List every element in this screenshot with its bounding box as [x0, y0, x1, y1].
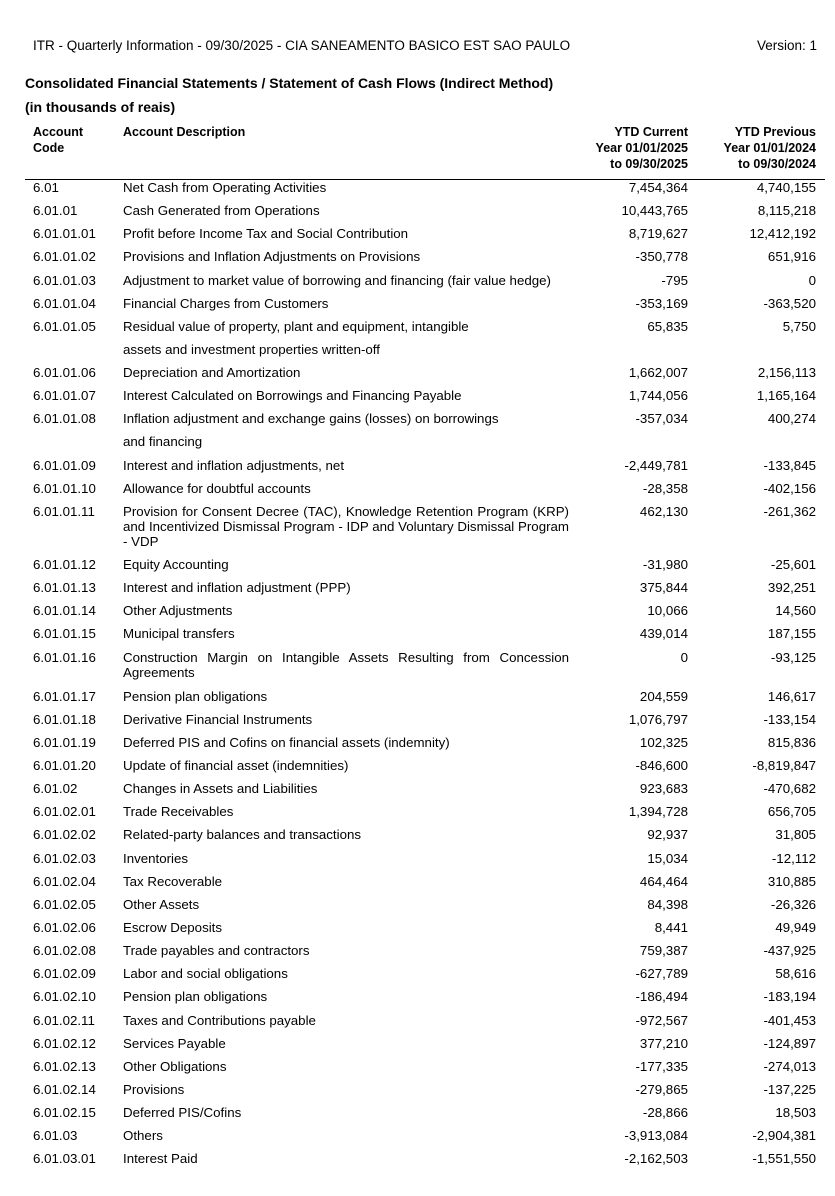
account-code: 6.01.02.11 [33, 1012, 95, 1028]
table-row [0, 1105, 835, 1128]
ytd-current-value: -186,494 [635, 989, 688, 1005]
account-code: 6.01.02.15 [33, 1105, 96, 1121]
account-description: Derivative Financial Instruments [123, 711, 313, 727]
account-code: 6.01.02.12 [33, 1035, 96, 1051]
ytd-previous-value: 146,617 [767, 688, 816, 704]
account-code: 6.01.02.05 [33, 896, 96, 912]
account-code: 6.01.02.14 [33, 1081, 96, 1097]
account-description: Deferred PIS and Cofins on financial assets (indemnity) [123, 734, 450, 750]
ytd-previous-value: -274,013 [763, 1058, 816, 1074]
account-description: Trade Receivables [123, 804, 234, 820]
account-description: Interest and inflation adjustments, net [123, 457, 345, 473]
column-header-ytd-previous: YTD Previous Year 01/01/2024 to 09/30/2024 [723, 125, 816, 171]
ytd-previous-value: -133,154 [763, 711, 816, 727]
ytd-previous-value: -437,925 [763, 943, 816, 959]
account-description: Residual value of property, plant and equipment, intangible assets and investment properties written-off [123, 318, 469, 357]
table-row [0, 249, 835, 272]
account-description: Other Assets [123, 896, 200, 912]
account-description: Inventories [123, 850, 189, 866]
account-code: 6.01.01.18 [33, 711, 96, 727]
ytd-current-value: 923,683 [639, 781, 688, 797]
account-code: 6.01.01.13 [33, 580, 96, 596]
account-code: 6.01.01 [33, 203, 78, 219]
ytd-current-value: 102,325 [639, 734, 688, 750]
table-row [0, 943, 835, 966]
ytd-current-value: -2,162,503 [624, 1151, 688, 1167]
ytd-previous-value: -2,904,381 [752, 1128, 816, 1144]
ytd-previous-value: -137,225 [763, 1081, 816, 1097]
column-header-account-code: Account Code [33, 125, 83, 155]
ytd-previous-value: -26,326 [770, 896, 816, 912]
ytd-previous-value: 2,156,113 [757, 365, 816, 381]
table-row [0, 735, 835, 758]
ytd-current-value: 1,076,797 [628, 711, 688, 727]
account-description: Provisions and Inflation Adjustments on Provisions [123, 249, 421, 265]
table-row [0, 1036, 835, 1059]
ytd-current-value: 1,744,056 [628, 388, 688, 404]
ytd-current-value: 204,559 [639, 688, 688, 704]
ytd-previous-value: -25,601 [770, 557, 816, 572]
account-description: Services Payable [123, 1035, 226, 1051]
table-row [0, 827, 835, 850]
table-row [0, 557, 835, 580]
table-row [0, 874, 835, 897]
account-description: Inflation adjustment and exchange gains (losses) on borrowings and financing [123, 411, 499, 450]
account-description: Depreciation and Amortization [123, 365, 301, 381]
report-version: Version: 1 [756, 38, 817, 53]
account-description: Allowance for doubtful accounts [123, 480, 311, 496]
ytd-previous-value: 656,705 [767, 804, 816, 820]
account-code: 6.01.02.13 [33, 1058, 96, 1074]
report-header [33, 38, 817, 56]
account-description: Others [123, 1128, 163, 1144]
account-description: Equity Accounting [123, 557, 229, 572]
table-row [0, 650, 835, 689]
account-code: 6.01.02.08 [33, 943, 96, 959]
table-row [0, 920, 835, 943]
account-code: 6.01.01.01 [33, 226, 96, 242]
table-row [0, 504, 835, 557]
ytd-previous-value: 392,251 [767, 580, 816, 596]
account-code: 6.01.01.07 [33, 388, 96, 404]
table-row [0, 804, 835, 827]
ytd-previous-value: 8,115,218 [757, 203, 816, 219]
account-code: 6.01.01.19 [33, 734, 96, 750]
ytd-current-value: 84,398 [647, 896, 688, 912]
ytd-current-value: 92,937 [647, 827, 688, 843]
table-row [0, 712, 835, 735]
column-header-ytd-current: YTD Current Year 01/01/2025 to 09/30/2025 [595, 125, 688, 171]
account-code: 6.01.02.01 [33, 804, 96, 820]
statement-subtitle: (in thousands of reais) [25, 99, 176, 115]
table-row [0, 758, 835, 781]
table-row [0, 603, 835, 626]
ytd-current-value: 8,441 [654, 919, 688, 935]
ytd-current-value: 759,387 [639, 943, 688, 959]
ytd-previous-value: 187,155 [767, 626, 816, 642]
account-description: Cash Generated from Operations [123, 203, 320, 219]
table-row [0, 781, 835, 804]
account-description: Labor and social obligations [123, 966, 288, 982]
table-row [0, 1013, 835, 1036]
ytd-current-value: -177,335 [635, 1058, 688, 1074]
account-description: Net Cash from Operating Activities [123, 180, 327, 195]
account-description: Municipal transfers [123, 626, 235, 642]
account-description: Interest Calculated on Borrowings and Financing Payable [123, 388, 462, 404]
ytd-current-value: -28,358 [642, 480, 688, 496]
account-code: 6.01.01.11 [33, 504, 95, 519]
account-description: Financial Charges from Customers [123, 295, 329, 311]
account-code: 6.01.01.16 [33, 649, 96, 665]
statement-title: Consolidated Financial Statements / Statement of Cash Flows (Indirect Method) [25, 75, 554, 91]
account-code: 6.01 [33, 180, 59, 195]
account-description: Trade payables and contractors [123, 943, 310, 959]
account-code: 6.01.01.08 [33, 411, 96, 427]
table-row [0, 1128, 835, 1151]
table-row [0, 296, 835, 319]
ytd-current-value: -795 [661, 272, 688, 288]
account-description: Interest Paid [123, 1151, 198, 1167]
account-description: Update of financial asset (indemnities) [123, 757, 349, 773]
table-row [0, 319, 835, 365]
ytd-current-value: -3,913,084 [624, 1128, 688, 1144]
ytd-current-value: -357,034 [635, 411, 688, 427]
ytd-previous-value: 12,412,192 [749, 226, 816, 242]
table-row [0, 388, 835, 411]
ytd-previous-value: -363,520 [763, 295, 816, 311]
account-description: Deferred PIS/Cofins [123, 1105, 242, 1121]
table-row [0, 411, 835, 457]
account-description: Related-party balances and transactions [123, 827, 362, 843]
table-row [0, 1082, 835, 1105]
ytd-previous-value: 1,165,164 [756, 388, 816, 404]
account-code: 6.01.01.06 [33, 365, 96, 381]
table-row [0, 626, 835, 649]
ytd-previous-value: 815,836 [767, 734, 816, 750]
ytd-current-value: -279,865 [635, 1081, 688, 1097]
table-row [0, 1059, 835, 1082]
table-row [0, 273, 835, 296]
ytd-current-value: 10,443,765 [621, 203, 688, 219]
account-code: 6.01.02.03 [33, 850, 96, 866]
account-code: 6.01.01.03 [33, 272, 96, 288]
ytd-current-value: -972,567 [635, 1012, 688, 1028]
account-description: Provision for Consent Decree (TAC), Knowledge Retention Program (KRP) and Incentivized Dismissal Program - IDP and Voluntary Dismissal Program - VDP [123, 504, 569, 549]
ytd-previous-value: -124,897 [763, 1035, 816, 1051]
ytd-previous-value: -402,156 [763, 480, 816, 496]
account-description: Profit before Income Tax and Social Contribution [123, 226, 409, 242]
ytd-previous-value: 310,885 [767, 873, 816, 889]
account-description: Adjustment to market value of borrowing and financing (fair value hedge) [123, 272, 551, 288]
account-description: Other Obligations [123, 1058, 227, 1074]
table-row [0, 989, 835, 1012]
account-description: Provisions [123, 1081, 185, 1097]
table-row [0, 897, 835, 920]
table-row [0, 458, 835, 481]
account-code: 6.01.02 [33, 781, 78, 797]
ytd-previous-value: 4,740,155 [756, 180, 816, 195]
account-code: 6.01.01.02 [33, 249, 96, 265]
ytd-current-value: 377,210 [639, 1035, 688, 1051]
table-row [0, 1151, 835, 1174]
ytd-previous-value: 5,750 [782, 318, 816, 334]
ytd-current-value: 7,454,364 [628, 180, 688, 195]
ytd-current-value: -31,980 [642, 557, 688, 572]
account-description: Pension plan obligations [123, 989, 268, 1005]
table-row [0, 481, 835, 504]
report-header-title: ITR - Quarterly Information - 09/30/2025 - CIA SANEAMENTO BASICO EST SAO PAULO [33, 38, 571, 53]
ytd-current-value: 8,719,627 [628, 226, 688, 242]
ytd-previous-value: -401,453 [763, 1012, 816, 1028]
account-description: Taxes and Contributions payable [123, 1012, 316, 1028]
account-code: 6.01.02.04 [33, 873, 96, 889]
table-row [0, 851, 835, 874]
account-code: 6.01.02.09 [33, 966, 96, 982]
ytd-previous-value: -470,682 [763, 781, 816, 797]
ytd-current-value: -2,449,781 [624, 457, 688, 473]
ytd-previous-value: -8,819,847 [752, 757, 816, 773]
account-description: Changes in Assets and Liabilities [123, 781, 318, 797]
ytd-current-value: 65,835 [647, 318, 688, 334]
ytd-current-value: 375,844 [639, 580, 688, 596]
table-row [0, 580, 835, 603]
account-code: 6.01.01.09 [33, 457, 96, 473]
ytd-current-value: 1,662,007 [628, 365, 688, 381]
ytd-previous-value: -12,112 [771, 850, 816, 866]
ytd-previous-value: -261,362 [763, 504, 816, 519]
account-description: Tax Recoverable [123, 873, 223, 889]
ytd-current-value: 464,464 [639, 873, 688, 889]
account-code: 6.01.02.06 [33, 919, 96, 935]
table-row [0, 689, 835, 712]
account-code: 6.01.01.17 [33, 688, 96, 704]
ytd-current-value: 10,066 [647, 603, 688, 619]
ytd-current-value: 439,014 [639, 626, 688, 642]
ytd-previous-value: 49,949 [775, 919, 816, 935]
ytd-previous-value: 400,274 [767, 411, 816, 427]
ytd-previous-value: 14,560 [775, 603, 816, 619]
account-code: 6.01.03.01 [33, 1151, 96, 1167]
ytd-current-value: 462,130 [639, 504, 688, 519]
table-row [0, 966, 835, 989]
ytd-previous-value: 18,503 [775, 1105, 816, 1121]
ytd-previous-value: -183,194 [763, 989, 816, 1005]
ytd-previous-value: -133,845 [763, 457, 816, 473]
ytd-previous-value: 58,616 [775, 966, 816, 982]
account-description: Construction Margin on Intangible Assets Resulting from Concession Agreements [123, 649, 569, 680]
account-code: 6.01.01.04 [33, 295, 96, 311]
account-code: 6.01.03 [33, 1128, 78, 1144]
ytd-current-value: -353,169 [635, 295, 688, 311]
account-code: 6.01.02.02 [33, 827, 96, 843]
table-row [0, 180, 835, 203]
account-code: 6.01.01.12 [33, 557, 96, 572]
table-row [0, 226, 835, 249]
account-description: Escrow Deposits [123, 919, 223, 935]
account-description: Pension plan obligations [123, 688, 268, 704]
ytd-previous-value: 0 [808, 272, 816, 288]
table-row [0, 203, 835, 226]
account-code: 6.01.02.10 [33, 989, 96, 1005]
cash-flow-table [0, 180, 835, 1175]
account-description: Other Adjustments [123, 603, 233, 619]
ytd-current-value: -350,778 [635, 249, 688, 265]
ytd-current-value: 1,394,728 [628, 804, 688, 820]
table-row [0, 365, 835, 388]
account-code: 6.01.01.15 [33, 626, 96, 642]
ytd-previous-value: 651,916 [767, 249, 816, 265]
ytd-current-value: -28,866 [642, 1105, 688, 1121]
account-code: 6.01.01.14 [33, 603, 96, 619]
ytd-previous-value: 31,805 [775, 827, 816, 843]
ytd-current-value: -846,600 [635, 757, 688, 773]
ytd-current-value: -627,789 [635, 966, 688, 982]
ytd-previous-value: -1,551,550 [752, 1151, 816, 1167]
column-header-account-description: Account Description [123, 125, 246, 139]
ytd-current-value: 15,034 [647, 850, 688, 866]
account-description: Interest and inflation adjustment (PPP) [123, 580, 351, 596]
ytd-previous-value: -93,125 [770, 649, 816, 665]
account-code: 6.01.01.20 [33, 757, 96, 773]
account-code: 6.01.01.05 [33, 318, 96, 334]
account-code: 6.01.01.10 [33, 480, 96, 496]
ytd-current-value: 0 [680, 649, 688, 665]
